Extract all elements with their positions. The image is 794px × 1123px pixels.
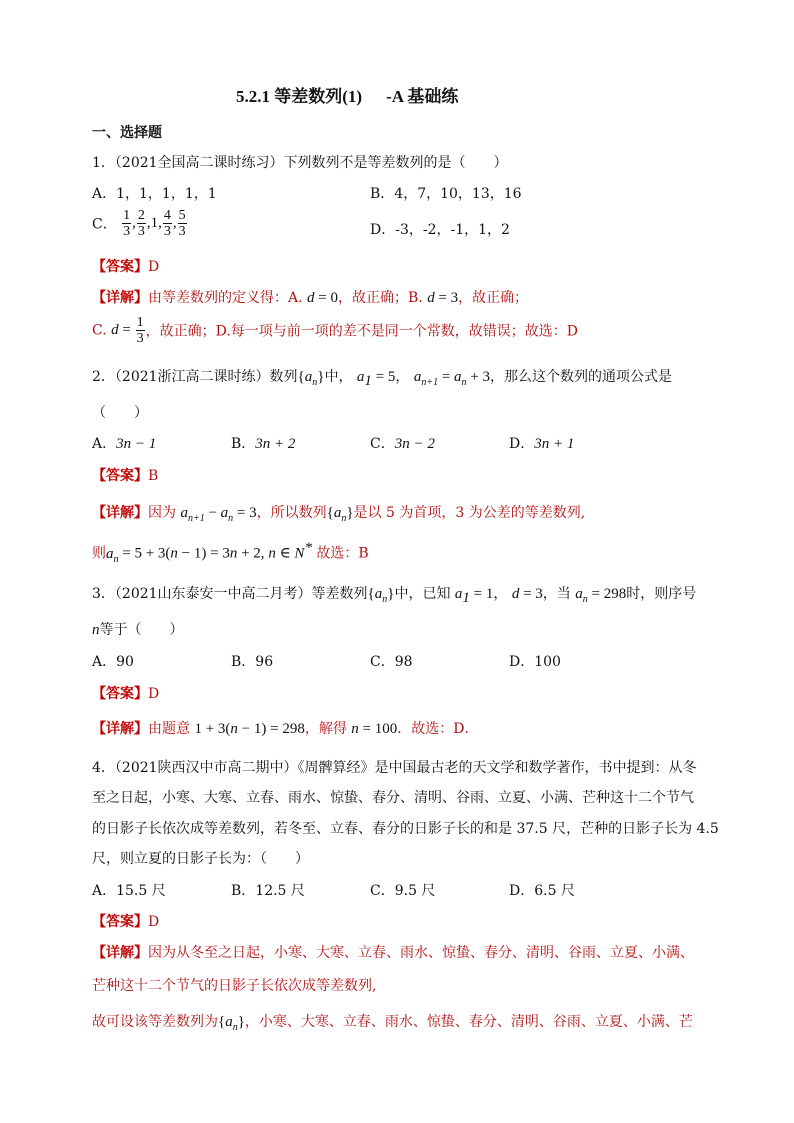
stem-text: ， — [493, 586, 508, 602]
fraction — [178, 208, 187, 239]
answer-tag: 【答案】 — [92, 468, 148, 484]
stem-text: 2．（2021浙江高二课时练）数列 — [92, 369, 298, 385]
answer-value: D — [148, 259, 160, 275]
q3-stem-line1: 3．（2021山东泰安一中高二月考）等差数列$\{a_n\}$中，已知 $a_1 = 1$， d = 3，当 $a_n = 298$时，则序号 — [92, 586, 697, 606]
detail-text: ，故正确；D.每一项与前一项的差不是同一个常数，故错误；故选：D — [145, 323, 578, 340]
stem-text: 等于（ ） — [99, 622, 184, 638]
detail-text: 由题意 — [148, 721, 190, 737]
option-value: 3n + 1 — [534, 436, 575, 452]
q2-detail-line1: 【详解】因为 $a_{n+1} - a_n = 3$，所以数列$\{a_n\}$是以 5 为首项，3 为公差的等差数列, — [92, 505, 586, 524]
detail-text: 是以 5 为首项，3 为公差的等差数列, — [353, 505, 586, 521]
fraction — [163, 208, 172, 239]
detail-tag: 【详解】 — [92, 945, 148, 961]
q3-option-c: C．98 — [370, 654, 413, 670]
q1-answer — [92, 256, 159, 276]
q4-stem-line3: 的日影子长依次成等差数列，若冬至、立春、春分的日影子长的和是 37.5 尺，芒种的日影子长为 4.5 — [92, 821, 719, 837]
option-label: B． — [231, 436, 256, 452]
q1-option-c: C． $\frac{1}{3}$ , $\frac{2}{3}$ ,1, $\frac{4}{3}$ , $\frac{5}{3}$ — [92, 208, 186, 239]
q2-option-b — [231, 433, 295, 453]
q2-option-a — [92, 433, 156, 453]
answer-tag: 【答案】 — [92, 914, 148, 930]
stem-text: 3．（2021山东泰安一中高二月考）等差数列 — [92, 586, 368, 602]
title-main: 5.2.1 等差数列(1) — [236, 87, 363, 106]
q2-option-c — [370, 433, 435, 453]
detail-text: ，故正确； — [458, 290, 529, 306]
q4-option-a: A．15.5 尺 — [92, 883, 166, 899]
fraction — [137, 208, 146, 239]
detail-text: C. — [92, 322, 107, 339]
option-label: C． — [370, 436, 395, 452]
section-heading: 一、选择题 — [92, 125, 162, 141]
answer-value: D — [148, 686, 160, 702]
q1-detail-line2: C. d = $\frac{1}{3}$ ，故正确；D.每一项与前一项的差不是同一个常数，故错误；故选：D — [92, 315, 578, 346]
answer-value: D — [148, 914, 160, 930]
q3-option-b: B．96 — [231, 654, 274, 670]
detail-text: ，故正确；B. — [337, 290, 423, 306]
title-suffix: -A 基础练 — [386, 87, 459, 106]
q4-stem-line1: 4．（2021陕西汉中市高二期中）《周髀算经》是中国最古老的天文学和数学著作，书中提到：从冬 — [92, 760, 697, 776]
detail-text: 则 — [92, 545, 106, 562]
frac-num: 1 — [123, 208, 131, 223]
detail-text: ．故选：D． — [397, 721, 479, 737]
stem-text: 时，则序号 — [626, 586, 697, 602]
q2-detail-line2: 则$a_n = 5 + 3(n - 1) = 3n + 2$, n ∈ N* 故选：B — [92, 540, 369, 565]
stem-text: 中，已知 — [394, 586, 451, 602]
frac-den: 3 — [137, 224, 145, 239]
detail-text: 故可设该等差数列为 — [92, 1014, 218, 1030]
q3-option-a: A．90 — [92, 654, 134, 670]
q1-option-a: A．1，1，1，1，1 — [92, 186, 217, 202]
q4-detail-line2: 芒种这十二个节气的日影子长依次成等差数列, — [92, 978, 377, 994]
q1-option-d: D．-3，-2，-1，1，2 — [370, 222, 510, 238]
option-value: 3n + 2 — [255, 436, 296, 452]
q4-detail-line1 — [92, 942, 694, 962]
q4-answer — [92, 911, 159, 931]
q1-option-b: B．4，7，10，13，16 — [370, 186, 522, 202]
option-label: A． — [92, 436, 117, 452]
option-value: 3n − 1 — [116, 436, 157, 452]
stem-text: 中， — [324, 369, 353, 385]
fraction — [122, 208, 131, 239]
q4-option-b: B．12.5 尺 — [231, 883, 305, 899]
detail-tag: 【详解】 — [92, 721, 148, 737]
detail-text: ，所以数列 — [256, 505, 327, 521]
q2-stem-line2: （ ） — [92, 405, 148, 421]
q2-answer — [92, 465, 158, 485]
detail-text: 故选：B — [316, 545, 369, 562]
q1-stem: 1．（2021全国高二课时练习）下列数列不是等差数列的是（ ） — [92, 155, 508, 171]
q3-answer — [92, 683, 159, 703]
q3-detail: 【详解】由题意 1 + 3(n − 1) = 298，解得 n = 100．故选：D． — [92, 721, 479, 737]
frac-num: 2 — [137, 208, 145, 223]
detail-text: 因为从冬至之日起，小寒、大寒、立春、雨水、惊蛰、春分、清明、谷雨、立夏、小满、 — [148, 945, 694, 961]
q2-stem-line1: 2．（2021浙江高二课时练）数列$\{a_n\}$中， $a_1 = 5$， $a_{n+1} = a_n + 3$，那么这个数列的通项公式是 — [92, 369, 673, 389]
answer-tag: 【答案】 — [92, 259, 148, 275]
q2-option-d — [509, 433, 574, 453]
detail-tag: 【详解】 — [92, 290, 148, 306]
q4-stem-line4: 尺，则立夏的日影子长为：（ ） — [92, 851, 309, 867]
q4-option-c: C．9.5 尺 — [370, 883, 436, 899]
q3-stem-line2: n等于（ ） — [92, 622, 184, 638]
q1-detail-line1: 【详解】由等差数列的定义得：A. d = 0，故正确；B. d = 3，故正确； — [92, 290, 529, 306]
answer-tag: 【答案】 — [92, 686, 148, 702]
frac-num: 5 — [178, 208, 186, 223]
q3-option-d: D．100 — [509, 654, 561, 670]
stem-text: ，那么这个数列的通项公式是 — [490, 369, 673, 385]
q4-stem-line2: 至之日起，小寒、大寒、立春、雨水、惊蛰、春分、清明、谷雨、立夏、小满、芒种这十二个节气 — [92, 790, 694, 806]
q4-detail-line3: 故可设该等差数列为$\{a_n\}$，小寒、大寒、立春、雨水、惊蛰、春分、清明、谷雨、立夏、小满、芒 — [92, 1014, 693, 1033]
frac-den: 3 — [178, 224, 186, 239]
frac-den: 3 — [123, 224, 131, 239]
detail-tag: 【详解】 — [92, 505, 148, 521]
option-value: 3n − 2 — [394, 436, 435, 452]
detail-text: ，解得 — [304, 721, 347, 737]
detail-text: 由等差数列的定义得：A. — [148, 290, 303, 306]
fraction: $\frac{1}{3}$ — [136, 315, 144, 346]
frac-num: 4 — [163, 208, 171, 223]
stem-text: ，当 — [542, 586, 571, 602]
q1-option-c-label: C． — [92, 216, 117, 233]
q4-option-d: D．6.5 尺 — [509, 883, 575, 899]
stem-text: ， — [395, 369, 410, 385]
answer-value: B — [148, 468, 159, 484]
page-title — [236, 82, 458, 107]
detail-text: ，小寒、大寒、立春、雨水、惊蛰、春分、清明、谷雨、立夏、小满、芒 — [244, 1014, 693, 1030]
detail-text: 因为 — [148, 505, 176, 521]
q1-c-integer: 1 — [150, 215, 159, 231]
frac-den: 3 — [163, 224, 171, 239]
option-label: D． — [509, 436, 535, 452]
